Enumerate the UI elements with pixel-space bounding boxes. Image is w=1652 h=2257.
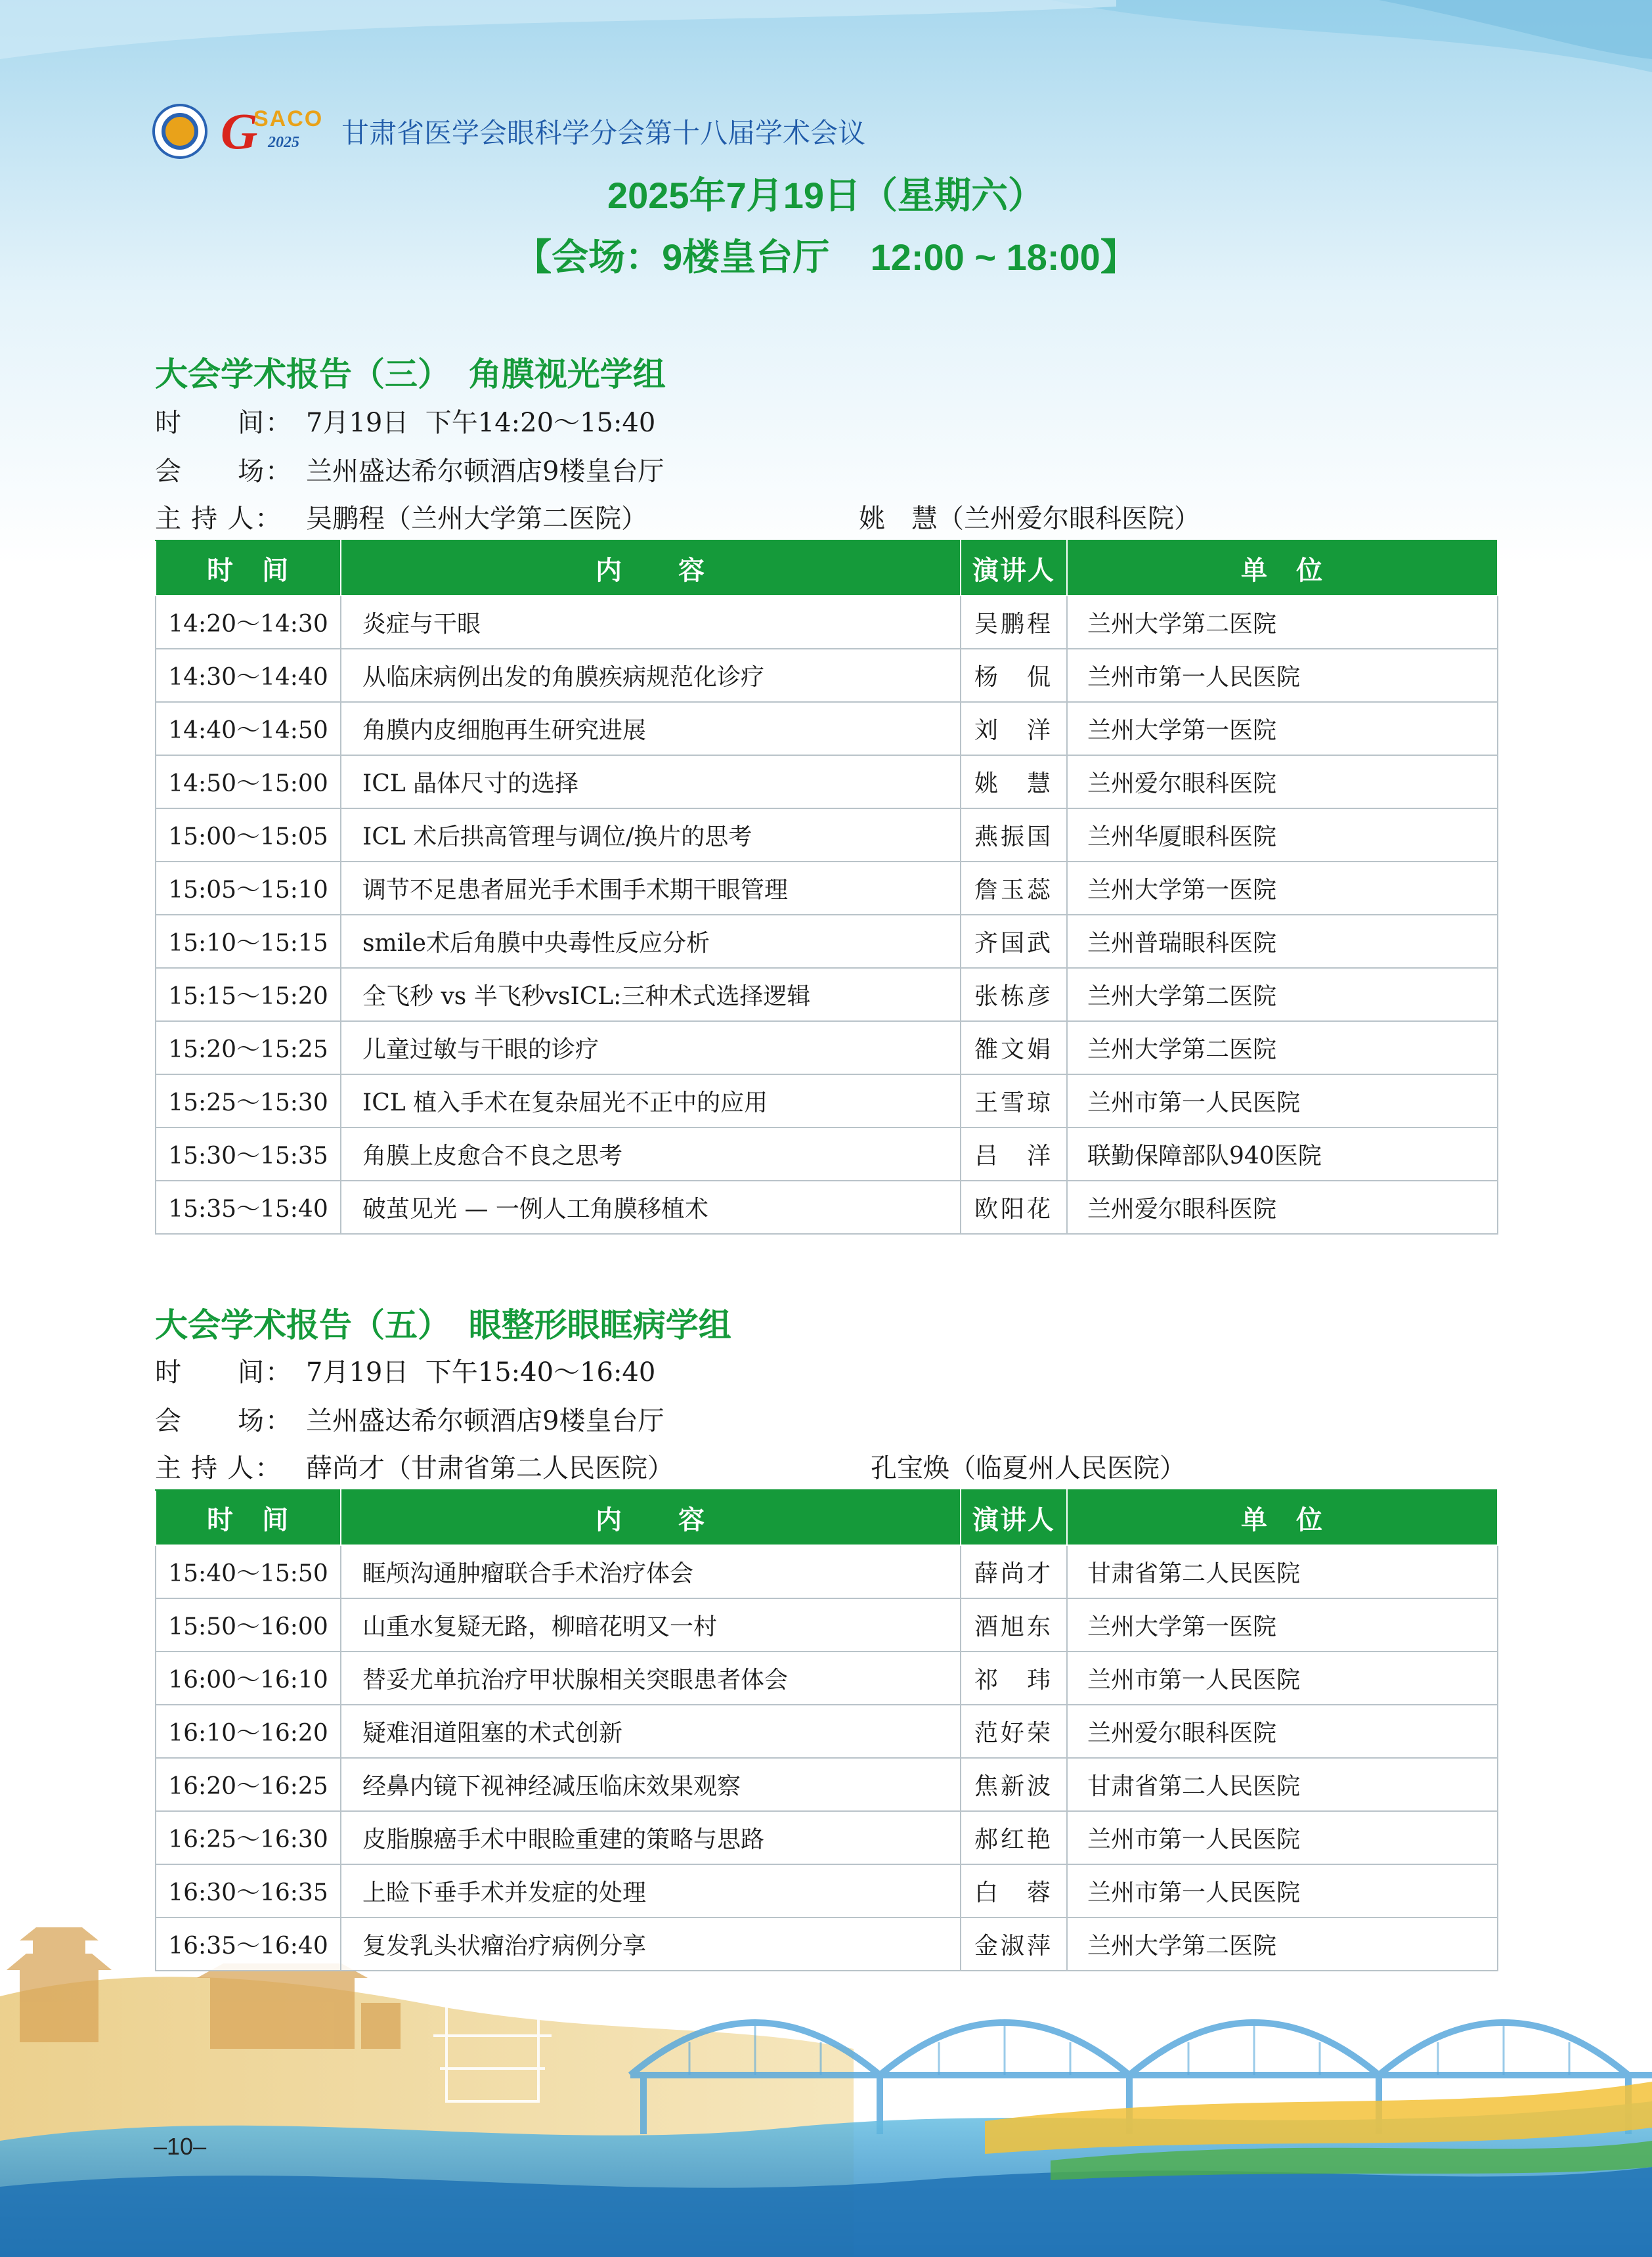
session-hosts <box>155 1447 1497 1485</box>
venue-value: 兰州盛达希尔顿酒店9楼皇台厅 <box>306 1406 664 1436</box>
table-header-row <box>156 1490 1498 1545</box>
session-time <box>155 402 655 439</box>
session-time-cell: 16:30～16:35 <box>156 1864 341 1917</box>
table-row <box>156 1758 1498 1811</box>
table-row <box>156 649 1498 702</box>
table-row <box>156 1545 1498 1598</box>
organization-cell: 兰州大学第二医院 <box>1067 596 1498 649</box>
table-row <box>156 1811 1498 1864</box>
organization-cell: 联勤保障部队940医院 <box>1067 1128 1498 1181</box>
conference-header <box>152 102 866 160</box>
speaker-cell: 齐国武 <box>961 915 1067 968</box>
venue-line: 【会场：9楼皇台厅 12:00 ~ 18:00】 <box>515 236 1137 278</box>
speaker-cell: 焦新波 <box>961 1758 1067 1811</box>
session-time-cell: 14:30～14:40 <box>156 649 341 702</box>
logo-letters: SACO <box>253 106 324 131</box>
time-label: 时 间： <box>155 408 293 437</box>
speaker-cell: 白 蓉 <box>961 1864 1067 1917</box>
speaker-cell: 欧阳花 <box>961 1181 1067 1234</box>
col-header-topic: 内 容 <box>341 540 961 596</box>
host-2: 姚 慧（兰州爱尔眼科医院） <box>859 504 1200 534</box>
speaker-cell: 杨 侃 <box>961 649 1067 702</box>
session-time-cell: 15:30～15:35 <box>156 1128 341 1181</box>
time-value: 7月19日 下午14:20～15:40 <box>306 408 656 438</box>
table-row <box>156 862 1498 915</box>
organization-cell: 兰州大学第一医院 <box>1067 702 1498 755</box>
table-row <box>156 915 1498 968</box>
session-time-cell: 16:00～16:10 <box>156 1652 341 1705</box>
speaker-cell: 酒旭东 <box>961 1598 1067 1652</box>
col-header-org: 单 位 <box>1067 1490 1498 1545</box>
session-venue <box>155 450 664 488</box>
topic-cell: 角膜上皮愈合不良之思考 <box>341 1128 961 1181</box>
col-header-speaker: 演讲人 <box>961 540 1067 596</box>
speaker-cell: 刘 洋 <box>961 702 1067 755</box>
organization-cell: 甘肃省第二人民医院 <box>1067 1545 1498 1598</box>
session-time-cell: 16:10～16:20 <box>156 1705 341 1758</box>
table-header-row <box>156 540 1498 596</box>
session-venue <box>155 1400 664 1437</box>
session-time-cell: 14:20～14:30 <box>156 596 341 649</box>
session-time-cell: 15:10～15:15 <box>156 915 341 968</box>
topic-cell: smile术后角膜中央毒性反应分析 <box>341 915 961 968</box>
organization-cell: 兰州爱尔眼科医院 <box>1067 1705 1498 1758</box>
topic-cell: 眶颅沟通肿瘤联合手术治疗体会 <box>341 1545 961 1598</box>
speaker-cell: 金淑萍 <box>961 1917 1067 1971</box>
session-time-cell: 15:15～15:20 <box>156 968 341 1021</box>
organization-cell: 兰州普瑞眼科医院 <box>1067 915 1498 968</box>
organization-cell: 兰州大学第二医院 <box>1067 1021 1498 1074</box>
section-title: 大会学术报告（三） 角膜视光学组 <box>155 356 666 393</box>
schedule-table <box>155 1489 1498 1971</box>
session-time-cell: 16:35～16:40 <box>156 1917 341 1971</box>
topic-cell: 复发乳头状瘤治疗病例分享 <box>341 1917 961 1971</box>
session-time-cell: 16:25～16:30 <box>156 1811 341 1864</box>
session-time-cell: 15:50～16:00 <box>156 1598 341 1652</box>
topic-cell: 山重水复疑无路，柳暗花明又一村 <box>341 1598 961 1652</box>
organization-cell: 兰州爱尔眼科医院 <box>1067 755 1498 808</box>
topic-cell: 皮脂腺癌手术中眼睑重建的策略与思路 <box>341 1811 961 1864</box>
session-hosts <box>155 498 1497 535</box>
table-row <box>156 1128 1498 1181</box>
session-time-cell: 16:20～16:25 <box>156 1758 341 1811</box>
topic-cell: 调节不足患者屈光手术围手术期干眼管理 <box>341 862 961 915</box>
organization-cell: 兰州市第一人民医院 <box>1067 1652 1498 1705</box>
speaker-cell: 燕振国 <box>961 808 1067 862</box>
table-row <box>156 1074 1498 1128</box>
table-row <box>156 808 1498 862</box>
col-header-org: 单 位 <box>1067 540 1498 596</box>
speaker-cell: 吴鹏程 <box>961 596 1067 649</box>
organization-cell: 兰州市第一人民医院 <box>1067 1811 1498 1864</box>
speaker-cell: 薛尚才 <box>961 1545 1067 1598</box>
organization-cell: 兰州市第一人民医院 <box>1067 649 1498 702</box>
topic-cell: 炎症与干眼 <box>341 596 961 649</box>
topic-cell: 经鼻内镜下视神经减压临床效果观察 <box>341 1758 961 1811</box>
date-line: 2025年7月19日（星期六） <box>607 175 1045 216</box>
organization-cell: 兰州大学第一医院 <box>1067 862 1498 915</box>
organization-cell: 甘肃省第二人民医院 <box>1067 1758 1498 1811</box>
table-row <box>156 1181 1498 1234</box>
speaker-cell: 雒文娟 <box>961 1021 1067 1074</box>
organization-cell: 兰州爱尔眼科医院 <box>1067 1181 1498 1234</box>
session-time <box>155 1351 655 1389</box>
host-2: 孔宝焕（临夏州人民医院） <box>871 1453 1186 1483</box>
table-row <box>156 755 1498 808</box>
topic-cell: 上睑下垂手术并发症的处理 <box>341 1864 961 1917</box>
speaker-cell: 詹玉蕊 <box>961 862 1067 915</box>
organization-cell: 兰州华厦眼科医院 <box>1067 808 1498 862</box>
host-1: 薛尚才（甘肃省第二人民医院） <box>306 1453 674 1483</box>
session-time-cell: 15:25～15:30 <box>156 1074 341 1128</box>
topic-cell: 疑难泪道阻塞的术式创新 <box>341 1705 961 1758</box>
topic-cell: 替妥尤单抗治疗甲状腺相关突眼患者体会 <box>341 1652 961 1705</box>
venue-value: 兰州盛达希尔顿酒店9楼皇台厅 <box>306 456 664 487</box>
col-header-speaker: 演讲人 <box>961 1490 1067 1545</box>
speaker-cell: 张栋彦 <box>961 968 1067 1021</box>
table-row <box>156 1864 1498 1917</box>
session-time-cell: 14:40～14:50 <box>156 702 341 755</box>
session-time-cell: 15:05～15:10 <box>156 862 341 915</box>
topic-cell: 全飞秒 vs 半飞秒vsICL:三种术式选择逻辑 <box>341 968 961 1021</box>
speaker-cell: 王雪琼 <box>961 1074 1067 1128</box>
speaker-cell: 姚 慧 <box>961 755 1067 808</box>
time-value: 7月19日 下午15:40～16:40 <box>306 1357 656 1388</box>
session-time-cell: 15:35～15:40 <box>156 1181 341 1234</box>
speaker-cell: 郝红艳 <box>961 1811 1067 1864</box>
topic-cell: ICL 术后拱高管理与调位/换片的思考 <box>341 808 961 862</box>
organization-cell: 兰州市第一人民医院 <box>1067 1864 1498 1917</box>
organization-cell: 兰州大学第一医院 <box>1067 1598 1498 1652</box>
conference-logo <box>221 102 332 160</box>
col-header-time: 时 间 <box>156 1490 341 1545</box>
page-number: –10– <box>154 2133 207 2160</box>
organization-cell: 兰州大学第二医院 <box>1067 968 1498 1021</box>
topic-cell: ICL 植入手术在复杂屈光不正中的应用 <box>341 1074 961 1128</box>
organization-cell: 兰州市第一人民医院 <box>1067 1074 1498 1128</box>
speaker-cell: 范好荣 <box>961 1705 1067 1758</box>
topic-cell: ICL 晶体尺寸的选择 <box>341 755 961 808</box>
table-row <box>156 1021 1498 1074</box>
topic-cell: 破茧见光 — 一例人工角膜移植术 <box>341 1181 961 1234</box>
table-row <box>156 1917 1498 1971</box>
logo-g: G <box>221 102 258 160</box>
host-label: 主 持 人： <box>155 1454 283 1483</box>
organization-cell: 兰州大学第二医院 <box>1067 1917 1498 1971</box>
schedule-table <box>155 540 1498 1235</box>
table-row <box>156 968 1498 1021</box>
host-label: 主 持 人： <box>155 504 283 533</box>
topic-cell: 角膜内皮细胞再生研究进展 <box>341 702 961 755</box>
section-title: 大会学术报告（五） 眼整形眼眶病学组 <box>155 1307 731 1344</box>
speaker-cell: 吕 洋 <box>961 1128 1067 1181</box>
table-row <box>156 702 1498 755</box>
col-header-topic: 内 容 <box>341 1490 961 1545</box>
society-emblem-icon <box>152 104 207 159</box>
time-label: 时 间： <box>155 1358 293 1387</box>
venue-label: 会 场： <box>155 457 293 486</box>
session-time-cell: 14:50～15:00 <box>156 755 341 808</box>
session-time-cell: 15:40～15:50 <box>156 1545 341 1598</box>
col-header-time: 时 间 <box>156 540 341 596</box>
table-row <box>156 1652 1498 1705</box>
speaker-cell: 祁 玮 <box>961 1652 1067 1705</box>
topic-cell: 儿童过敏与干眼的诊疗 <box>341 1021 961 1074</box>
table-row <box>156 1598 1498 1652</box>
logo-year: 2025 <box>268 134 299 151</box>
venue-label: 会 场： <box>155 1407 293 1435</box>
session-time-cell: 15:00～15:05 <box>156 808 341 862</box>
table-row <box>156 596 1498 649</box>
topic-cell: 从临床病例出发的角膜疾病规范化诊疗 <box>341 649 961 702</box>
session-time-cell: 15:20～15:25 <box>156 1021 341 1074</box>
host-1: 吴鹏程（兰州大学第二医院） <box>306 504 647 534</box>
table-row <box>156 1705 1498 1758</box>
conference-title: 甘肃省医学会眼科学分会第十八届学术会议 <box>341 118 866 148</box>
